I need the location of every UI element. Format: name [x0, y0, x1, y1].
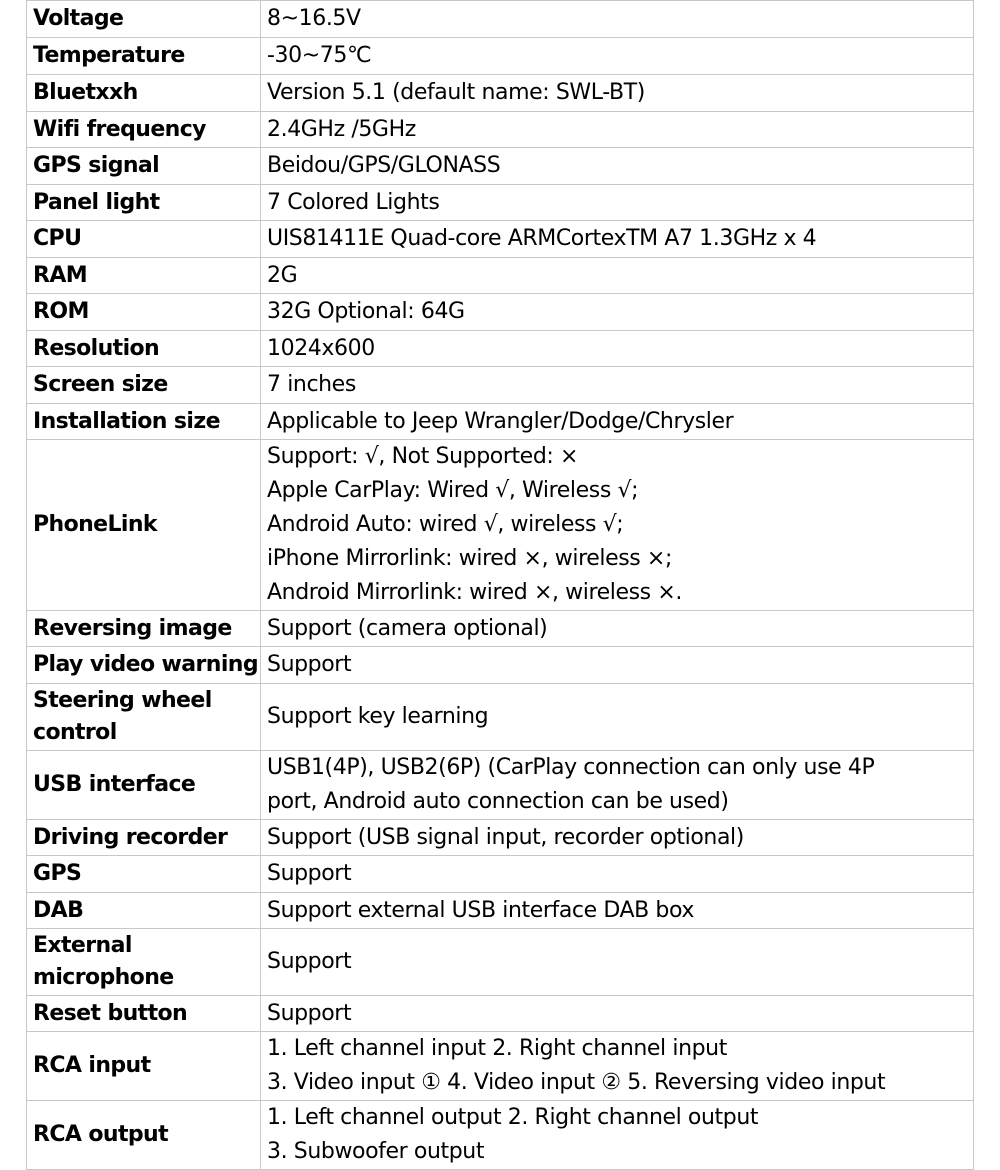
spec-value-line: Support: [267, 949, 352, 974]
spec-value-line: Support external USB interface DAB box: [267, 897, 695, 923]
spec-row-wifi-frequency: [27, 112, 974, 148]
spec-row-usb-interface: [27, 751, 974, 820]
spec-label: Driving recorder: [27, 820, 261, 856]
spec-label: Steering wheel control: [27, 684, 261, 751]
spec-row-cpu: [27, 221, 974, 258]
spec-value: [261, 404, 974, 440]
spec-row-installation-size: [27, 404, 974, 440]
spec-value-line: 8~16.5V: [267, 6, 361, 31]
spec-value-line: Support (camera optional): [267, 615, 548, 641]
spec-row-reversing-image: [27, 611, 974, 647]
spec-value: [261, 647, 974, 684]
spec-value-line: 7 inches: [267, 372, 356, 397]
spec-row-gps-signal: [27, 148, 974, 185]
spec-value-line: Support: [267, 1000, 352, 1026]
spec-label: ROM: [27, 294, 261, 331]
spec-value: [261, 294, 974, 331]
spec-row-reset-button: [27, 996, 974, 1032]
spec-value: [261, 258, 974, 294]
spec-table: [26, 0, 974, 1170]
spec-value-line: Android Mirrorlink: wired ×, wireless ×.: [267, 580, 682, 605]
spec-label: Reset button: [27, 996, 261, 1032]
spec-value: [261, 929, 974, 996]
spec-value: [261, 1, 974, 38]
spec-value: [261, 684, 974, 751]
spec-row-panel-light: [27, 185, 974, 221]
spec-row-gps: [27, 856, 974, 893]
spec-value-line: 32G Optional: 64G: [267, 299, 465, 324]
spec-value-line: -30~75℃: [267, 43, 372, 68]
spec-value: [261, 185, 974, 221]
spec-value-line: port, Android auto connection can be used): [267, 789, 729, 814]
spec-value: [261, 367, 974, 404]
spec-row-temperature: [27, 38, 974, 75]
spec-label: External microphone: [27, 929, 261, 996]
spec-row-play-video-warning: [27, 647, 974, 684]
spec-value: [261, 75, 974, 112]
spec-label: USB interface: [27, 751, 261, 820]
spec-label: Reversing image: [27, 611, 261, 647]
spec-label: RCA input: [27, 1032, 261, 1101]
spec-value-line: Android Auto: wired √, wireless √;: [267, 512, 624, 537]
spec-value-line: 3. Video input ① 4. Video input ② 5. Reversing video input: [267, 1070, 886, 1095]
spec-label: Bluetxxh: [27, 75, 261, 112]
spec-row-driving-recorder: [27, 820, 974, 856]
spec-value: [261, 1101, 974, 1170]
spec-row-rca-output: [27, 1101, 974, 1170]
spec-label: Resolution: [27, 331, 261, 367]
spec-value: [261, 38, 974, 75]
spec-value-line: 2.4GHz /5GHz: [267, 116, 416, 142]
spec-row-rca-input: [27, 1032, 974, 1101]
spec-value-line: 2G: [267, 262, 298, 288]
spec-value-line: 7 Colored Lights: [267, 189, 440, 215]
spec-label: Play video warning: [27, 647, 261, 684]
spec-value-line: Version 5.1 (default name: SWL-BT): [267, 80, 645, 105]
spec-value-line: UIS81411E Quad-core ARMCortexTM A7 1.3GHz x 4: [267, 226, 817, 251]
spec-row-steering-wheel-control: [27, 684, 974, 751]
spec-label: Temperature: [27, 38, 261, 75]
spec-label: Wifi frequency: [27, 112, 261, 148]
spec-value: [261, 331, 974, 367]
spec-row-ram: [27, 258, 974, 294]
spec-row-bluetooth: [27, 75, 974, 112]
spec-label: PhoneLink: [27, 440, 261, 611]
spec-value-line: Apple CarPlay: Wired √, Wireless √;: [267, 478, 639, 503]
spec-value: [261, 996, 974, 1032]
spec-label: GPS: [27, 856, 261, 893]
spec-value-line: 1. Left channel output 2. Right channel output: [267, 1105, 759, 1130]
spec-value-line: iPhone Mirrorlink: wired ×, wireless ×;: [267, 546, 672, 571]
spec-row-resolution: [27, 331, 974, 367]
spec-value-line: 3. Subwoofer output: [267, 1139, 485, 1164]
spec-label: GPS signal: [27, 148, 261, 185]
spec-value-line: Support: [267, 861, 352, 886]
spec-row-rom: [27, 294, 974, 331]
spec-value-line: Applicable to Jeep Wrangler/Dodge/Chrysler: [267, 408, 734, 434]
spec-label: DAB: [27, 893, 261, 929]
spec-row-phonelink: [27, 440, 974, 611]
spec-label: RCA output: [27, 1101, 261, 1170]
spec-label: Screen size: [27, 367, 261, 404]
spec-value: [261, 221, 974, 258]
spec-value: [261, 611, 974, 647]
spec-value-line: Beidou/GPS/GLONASS: [267, 153, 501, 178]
spec-label: Panel light: [27, 185, 261, 221]
spec-label: Voltage: [27, 1, 261, 38]
spec-value-line: Support: √, Not Supported: ×: [267, 444, 579, 469]
spec-value-line: Support (USB signal input, recorder optional): [267, 824, 744, 850]
spec-value: [261, 751, 974, 820]
spec-value-line: Support key learning: [267, 704, 489, 729]
spec-value-line: USB1(4P), USB2(6P) (CarPlay connection can only use 4P: [267, 755, 875, 780]
spec-label: RAM: [27, 258, 261, 294]
spec-row-dab: [27, 893, 974, 929]
spec-label: Installation size: [27, 404, 261, 440]
spec-row-voltage: [27, 1, 974, 38]
spec-value: [261, 148, 974, 185]
spec-value: [261, 893, 974, 929]
spec-row-screen-size: [27, 367, 974, 404]
spec-value-line: 1024x600: [267, 335, 375, 361]
spec-label: CPU: [27, 221, 261, 258]
spec-value: [261, 820, 974, 856]
spec-row-external-microphone: [27, 929, 974, 996]
spec-value-line: 1. Left channel input 2. Right channel input: [267, 1036, 727, 1061]
spec-value: [261, 440, 974, 611]
spec-value: [261, 856, 974, 893]
spec-value: [261, 112, 974, 148]
spec-value-line: Support: [267, 652, 352, 677]
spec-value: [261, 1032, 974, 1101]
